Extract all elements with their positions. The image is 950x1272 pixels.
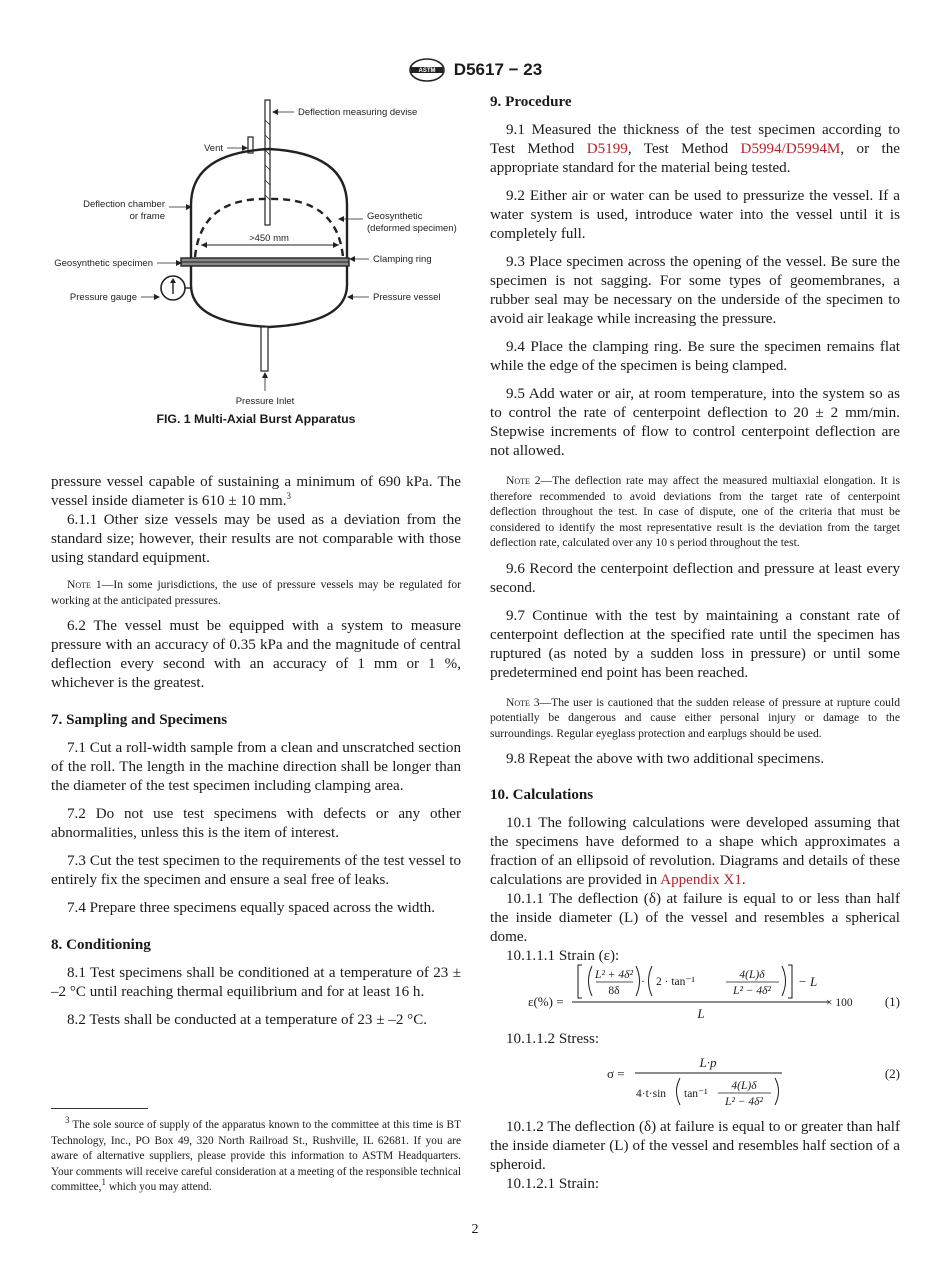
right-column-stress: [490, 1030, 900, 1049]
label-chamber-1: Deflection chamber: [83, 199, 165, 210]
section-8-heading: 8. Conditioning: [51, 937, 151, 953]
para-9-5: 9.5 Add water or air, at room temperature, into the system so as to control the rate of centerpoint deflection to 20 ± 2 mm/min. Stepwise increments of flow to control centerpoint deflection are not allowed.: [490, 386, 900, 459]
eq1-dot: ·: [641, 974, 645, 988]
label-clamping-ring: Clamping ring: [373, 254, 432, 265]
page-header: [0, 58, 950, 84]
para-7-3: 7.3 Cut the test specimen to the requirements of the test vessel to entirely fix the specimen and ensure a seal free of leaks.: [51, 853, 461, 888]
label-pressure-inlet: Pressure Inlet: [235, 396, 295, 407]
label-deflection-device: Deflection measuring devise: [298, 107, 418, 118]
label-pressure-vessel: Pressure vessel: [373, 292, 441, 303]
right-column-top: [490, 93, 900, 966]
equation-2: [490, 1053, 900, 1111]
eq1-lhs: ε(%) =: [528, 994, 564, 1009]
para-7-2: 7.2 Do not use test specimens with defects or any other abnormalities, unless this is the item of interest.: [51, 806, 461, 841]
figure-1-apparatus: [51, 95, 471, 410]
para-9-2: 9.2 Either air or water can be used to pressurize the vessel. If a water system is used, introduce water into the vessel until it is completely full.: [490, 188, 900, 242]
diameter-label: >450 mm: [249, 233, 289, 244]
eq2-number: (2): [884, 1066, 900, 1081]
eq1-den: L: [697, 1006, 705, 1021]
para-9-4: 9.4 Place the clamping ring. Be sure the specimen remains flat while the edge of the specimen is being clamped.: [490, 339, 900, 374]
note-3: Note 3—The user is cautioned that the sudden release of pressure at rupture could potentially be dangerous and cause either personal injury or damage to the surroundings. Regular eyeglass protection and earplugs should be used.: [490, 695, 900, 740]
astm-logo-text: ASTM: [418, 68, 436, 74]
footnote-block: [51, 1115, 461, 1196]
figure-caption: FIG. 1 Multi-Axial Burst Apparatus: [156, 412, 356, 426]
section-10-heading: 10. Calculations: [490, 787, 594, 803]
eq2-den-a: 4·t·sin: [636, 1088, 667, 1100]
para-7-4: 7.4 Prepare three specimens equally spaced across the width.: [67, 900, 435, 916]
note-1: Note 1—In some jurisdictions, the use of pressure vessels may be regulated for working at the anticipated pressures.: [51, 578, 461, 607]
eq1-number: (1): [884, 994, 900, 1009]
para-10-1-2: 10.1.2 The deflection (δ) at failure is equal to or greater than half the inside diameter (L) of the vessel and resembles half section of a spheroid.: [490, 1119, 900, 1173]
label-pressure-gauge: Pressure gauge: [69, 292, 137, 303]
eq2-num: L·p: [699, 1055, 717, 1070]
para-8-2: 8.2 Tests shall be conducted at a temperature of 23 ± –2 °C.: [67, 1012, 428, 1028]
para-10-1: 10.1 The following calculations were developed assuming that the specimens have deformed to a shape which approximates a fraction of an ellipsoid of revolution. Diagrams and details of these calculations are provided in Appendix X1.: [490, 815, 900, 888]
para-9-7: 9.7 Continue with the test by maintaining a constant rate of centerpoint deflection at the specified rate until the specimen has ruptured (as noted by a sudden loss in pressure) or until some predetermined end point has been reached.: [490, 607, 900, 681]
link-d5199[interactable]: D5199: [586, 141, 628, 157]
para-10-1-1-2: 10.1.1.2 Stress:: [506, 1031, 600, 1047]
eq1-frac-num: 4(L)δ: [739, 969, 765, 981]
label-chamber-2: or frame: [129, 211, 165, 222]
eq1-num-a: L² + 4δ²: [595, 969, 633, 981]
para-10-1-1-1: 10.1.1.1 Strain (ε):: [506, 948, 620, 964]
eq2-frac-den: L² − 4δ²: [725, 1096, 763, 1108]
label-geosynthetic-2: (deformed specimen): [367, 223, 457, 234]
equation-1: [490, 962, 900, 1024]
astm-logo-icon: [408, 58, 446, 82]
footnote-rule: [51, 1108, 148, 1109]
eq1-times: × 100: [826, 997, 853, 1009]
eq1-num-b: 8δ: [608, 985, 620, 997]
para-9-1: 9.1 Measured the thickness of the test specimen according to Test Method D5199, Test Method D5994/D5994M, or the appropriate standard for the material being tested.: [490, 122, 900, 176]
eq1-minus-l: − L: [798, 974, 818, 989]
section-7-heading: 7. Sampling and Specimens: [51, 712, 228, 728]
label-geosynthetic-1: Geosynthetic: [367, 211, 423, 222]
para-10-1-2-1: 10.1.2.1 Strain:: [506, 1176, 600, 1192]
para-9-6: 9.6 Record the centerpoint deflection and pressure at least every second.: [490, 560, 900, 596]
label-specimen: Geosynthetic specimen: [54, 258, 153, 269]
section-9-heading: 9. Procedure: [490, 94, 572, 110]
para-9-8: 9.8 Repeat the above with two additional specimens.: [506, 751, 825, 767]
eq1-two-tan: 2 · tan⁻¹: [656, 976, 695, 988]
label-vent: Vent: [203, 143, 223, 154]
para-6-1-1: 6.1.1 Other size vessels may be used as a deviation from the standard size; however, their results are not comparable with those using standard equipment.: [51, 512, 461, 566]
link-d5994[interactable]: D5994/D5994M: [740, 141, 841, 157]
note-2: Note 2—The deflection rate may affect the measured multiaxial elongation. It is therefore recommended to avoid deviations from the target rate of centerpoint deflection throughout the test. In case of dispute, one of the criteria that must be considered to identify the most representative result is the deviation from the target deflection rate, calculated over any 10 s period throughout the test.: [490, 474, 900, 549]
page-number: 2: [471, 1222, 479, 1237]
eq2-frac-num: 4(L)δ: [731, 1080, 757, 1092]
eq1-frac-den: L² − 4δ²: [733, 985, 771, 997]
eq2-tan: tan⁻¹: [684, 1088, 708, 1100]
footnote-3: $^3$ The sole source of supply of the apparatus known to the committee at this time is BT Technology, Inc., PO Box 49, 320 North Railroad St., Rushville, IL 62681. If you are aware of alternative suppliers, please provide this information to ASTM Headquarters. Your comments will receive careful consideration at a meeting of the responsible technical committee,$^1$ which you may attend.: [51, 1115, 461, 1193]
para-9-3: 9.3 Place specimen across the opening of the vessel. Be sure the specimen is not sagging. For some types of geomembranes, a rubber seal may be necessary on the underside of the specimen to avoid air leakage while increasing the pressure.: [490, 254, 900, 327]
para-8-1: 8.1 Test specimens shall be conditioned at a temperature of 23 ± –2 °C until reaching thermal equilibrium and for at least 16 h.: [51, 965, 461, 1000]
para-vessel: pressure vessel capable of sustaining a minimum of 690 kPa. The vessel inside diameter is 610 ± 10 mm.$^3$: [51, 474, 461, 509]
para-10-1-1: 10.1.1 The deflection (δ) at failure is equal to or less than half the inside diameter (L) of the vessel and resembles a spherical dome.: [490, 891, 900, 945]
para-6-2: 6.2 The vessel must be equipped with a system to measure pressure with an accuracy of 0.35 kPa and the magnitude of central deflection every second with an accuracy of 1 mm or 1 %, whichever is the greatest.: [51, 618, 461, 691]
eq2-lhs: σ =: [607, 1066, 625, 1081]
para-7-1: 7.1 Cut a roll-width sample from a clean and unscratched section of the roll. The length in the machine direction shall be longer than the diameter of the test specimen including clamping area.: [51, 740, 461, 794]
link-appendix-x1[interactable]: Appendix X1: [660, 872, 742, 888]
standard-designation: D5617 − 23: [453, 60, 543, 79]
left-column: [51, 473, 461, 1030]
right-column-bottom: [490, 1118, 900, 1194]
